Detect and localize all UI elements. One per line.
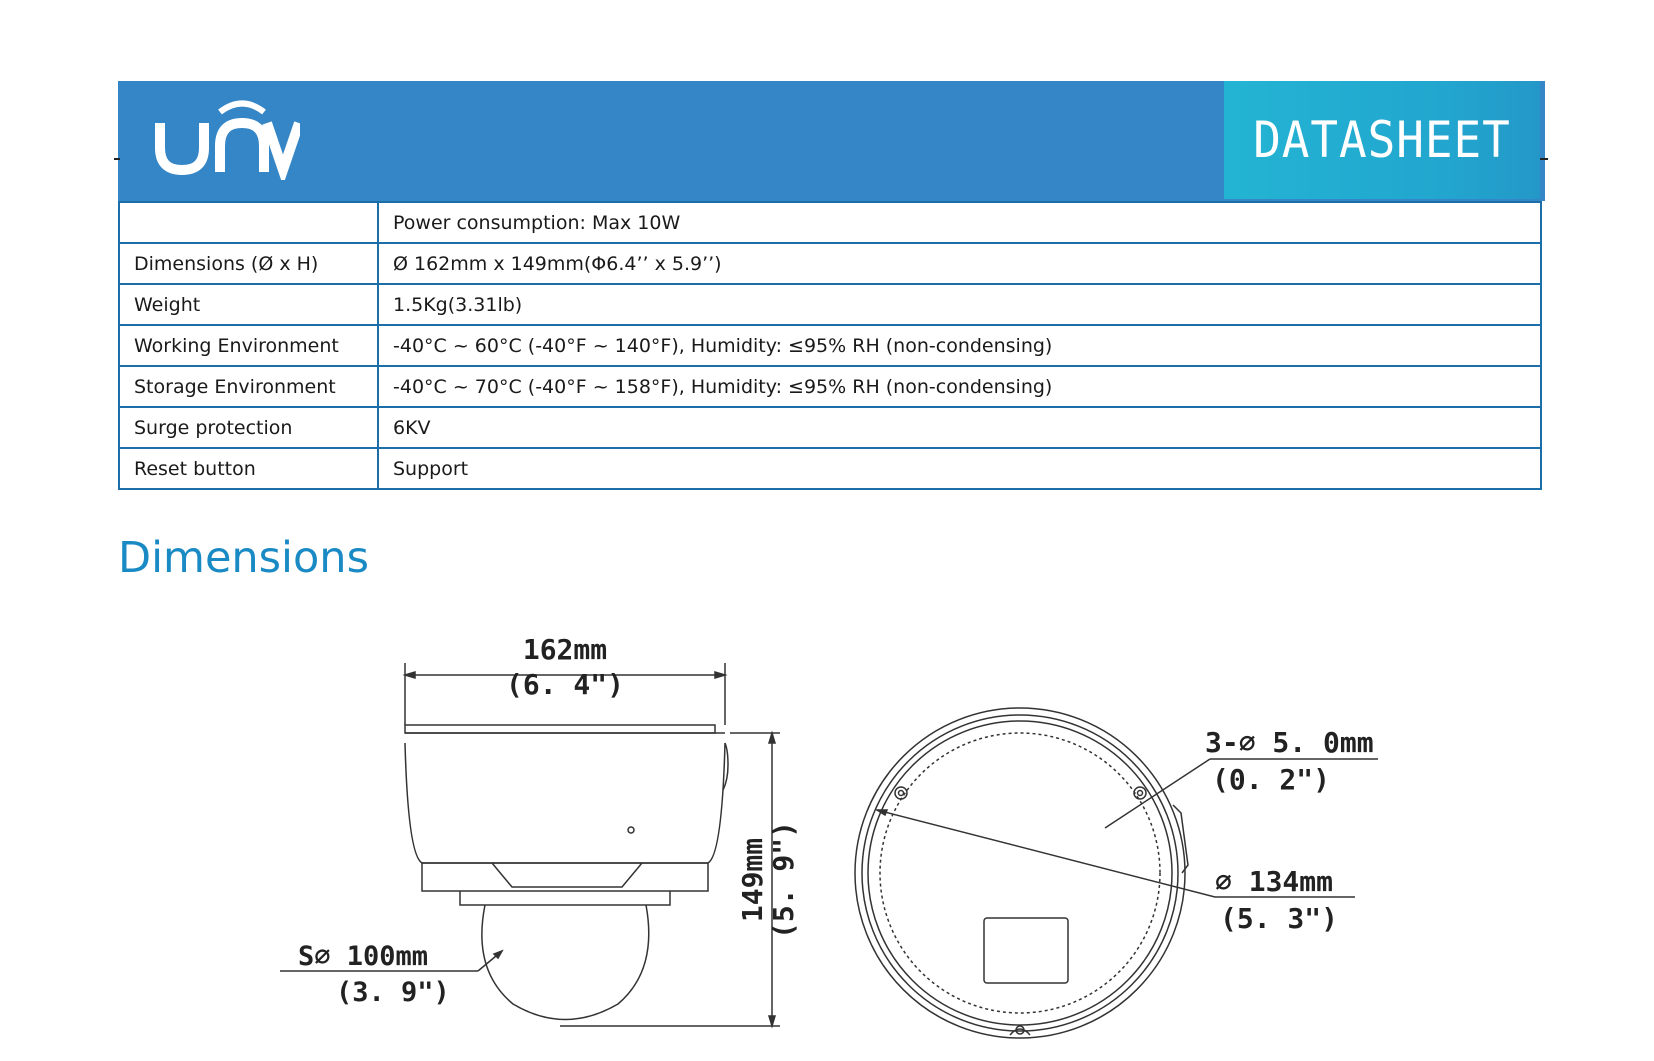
spec-value: Ø 162mm x 149mm(Φ6.4’’ x 5.9’’) <box>378 243 1541 284</box>
header-rule-left <box>114 158 120 160</box>
table-row <box>119 407 1541 448</box>
spec-label: Reset button <box>119 448 378 489</box>
spec-value: 6KV <box>378 407 1541 448</box>
unv-logo <box>150 90 300 180</box>
table-row <box>119 202 1541 243</box>
spec-value: Power consumption: Max 10W <box>378 202 1541 243</box>
dimension-drawing <box>250 615 1400 1055</box>
spec-value: -40°C ~ 70°C (-40°F ~ 158°F), Humidity: ≤95% RH (non-condensing) <box>378 366 1541 407</box>
spec-value: 1.5Kg(3.31lb) <box>378 284 1541 325</box>
header-rule-right <box>1540 158 1548 160</box>
spec-label: Working Environment <box>119 325 378 366</box>
width-mm-label: 162mm <box>522 633 608 666</box>
spec-label: Surge protection <box>119 407 378 448</box>
section-title: Dimensions <box>118 533 369 583</box>
spec-table <box>118 201 1542 490</box>
spec-label: Dimensions (Ø x H) <box>119 243 378 284</box>
width-in-label: (6. 4") <box>505 668 625 701</box>
circle-in-label: (5. 3") <box>1220 902 1339 935</box>
table-row <box>119 243 1541 284</box>
table-row <box>119 284 1541 325</box>
dome-mm-label: S∅ 100mm <box>298 941 429 972</box>
spec-value: -40°C ~ 60°C (-40°F ~ 140°F), Humidity: ≤95% RH (non-condensing) <box>378 325 1541 366</box>
holes-mm-label: 3-∅ 5. 0mm <box>1205 726 1374 759</box>
spec-value: Support <box>378 448 1541 489</box>
table-row <box>119 448 1541 489</box>
height-in-label: (5. 9") <box>767 820 800 940</box>
table-row <box>119 325 1541 366</box>
table-row <box>119 366 1541 407</box>
circle-mm-label: ∅ 134mm <box>1215 865 1334 898</box>
spec-label: Weight <box>119 284 378 325</box>
datasheet-label: DATASHEET <box>1253 111 1511 169</box>
height-mm-label: 149mm <box>736 837 769 923</box>
dome-in-label: (3. 9") <box>336 977 450 1008</box>
spec-label: Storage Environment <box>119 366 378 407</box>
spec-label <box>119 202 378 243</box>
holes-in-label: (0. 2") <box>1212 763 1331 796</box>
datasheet-badge <box>1224 81 1540 199</box>
